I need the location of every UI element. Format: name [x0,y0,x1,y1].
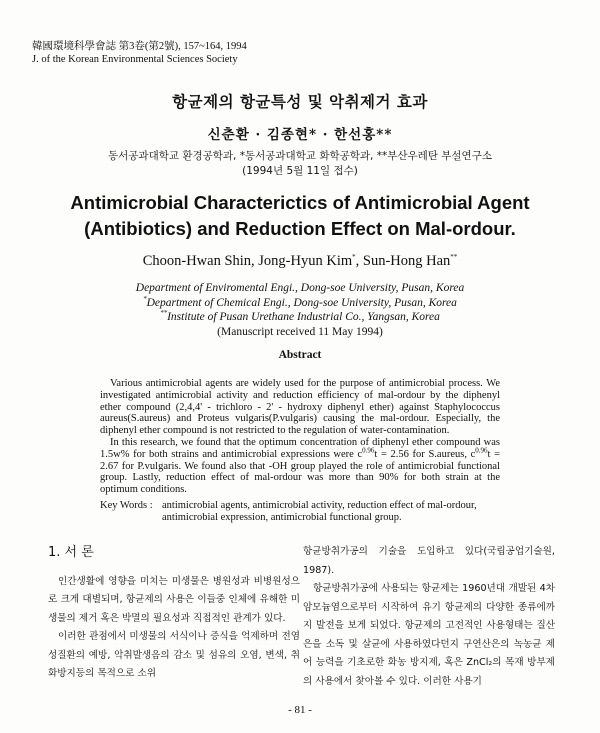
affiliation-line3: **Institute of Pusan Urethane Industrial Co., Yangsan, Korea [160,309,440,323]
body-paragraph: 항균방취가공에 사용되는 항균제는 1960년대 개발된 4차 암모늄염으로부터 시작하여 유기 항균제의 다양한 종류에까지 발전을 보게 되었다. 항균제의 고전적인 사용형태는 질산은을 소독 및 살균에 사용하였다던지 구연산은의 녹농균 제어 능력을 기초로한 화농 방지제, 혹은 ZnCl₂의 목재 방부제의 사용에서 찾아볼 수 있다. 이러한 사용기 [303,583,555,687]
english-authors [0,253,600,270]
body-paragraph: 항균방취가공의 기술을 도입하고 있다(국립공업기술원, 1987). [303,546,555,576]
affiliation-line3-mark: ** [160,309,168,318]
manuscript-received: (Manuscript received 11 May 1994) [217,325,383,338]
journal-citation [32,40,247,66]
keywords-text: antimicrobial agents, antimicrobial activity, reduction effect of mal-ordour, antimicrobial expression, antimicrobial functional group. [162,500,477,523]
korean-authors: 신춘환 · 김종현* · 한선홍** [207,127,393,143]
english-title-line1: Antimicrobial Characterictics of Antimicrobial Agent [70,192,530,213]
affiliation-line2: *Department of Chemical Engi., Dong-soe University, Pusan, Korea [143,294,457,309]
body-column-left [48,543,300,684]
body-paragraph: 이러한 관점에서 미생물의 서식이나 증식을 억제하며 전염성질환의 예방, 악취발생음의 감소 및 섬유의 오염, 변색, 취화방지등의 목적으로 소위 [48,631,300,679]
author-2: , Sun-Hong Han [355,253,451,269]
section-heading: 1. 서 론 [48,545,94,560]
page-number: - 81 - [288,704,312,716]
author-1-mark: * [352,253,356,262]
abstract-paragraph-1: Various antimicrobial agents are widely used for the purpose of antimicrobial process. We investigated antimicrobial activity and reduction efficiency of mal-ordour by the diphenyl ether compound (2,4,4' - trichloro - 2' - hydroxy diphenyl ether) against Staphylococcus aureus(S.aureus) and Proteus vulgaris(P.vulgaris) causing the mal-ordour. Especially, the diphenyl ether compound is not restricted to the regulation of water-contamination. [100,378,500,437]
affiliation-line2-mark: * [143,294,147,303]
body-paragraph: 인간생활에 영향을 미치는 미생물은 병원성과 비병원성으로 크게 대별되며, 항균제의 사용은 이들중 인체에 유해한 미생물의 제거 혹은 박멸의 필요성과 직접적인 관계가 있다. [48,575,300,624]
keywords-label: Key Words : [100,500,153,511]
author-2-mark: ** [450,253,458,262]
english-title-line2: (Antibiotics) and Reduction Effect on Mal-ordour. [84,218,516,239]
keywords [100,500,500,524]
korean-affiliation [0,149,600,179]
korean-received-date: (1994년 5월 11일 접수) [242,165,358,177]
body-column-right [303,543,555,691]
abstract-paragraph-2: In this research, we found that the optimum concentration of diphenyl ether compound was 1.5w% for both strains and antimicrobial expressions were $c^{0.96}t = 2.56$ for S.aureus, $c^{0.96}t = 2.67$ for P.vulgaris. We found also that -OH group played the role of antimicrobial functional group. Lastly, reduction effect of mal-ordour was more than 90% for both strain at the optimum conditions. [100,436,500,496]
author-1: Choon-Hwan Shin, Jong-Hyun Kim [142,253,353,269]
korean-affiliation-line: 동서공과대학교 환경공학과, *동서공과대학교 화학공학과, **부산우레탄 부설연구소 [108,150,492,162]
korean-title: 항균제의 항균특성 및 악취제거 효과 [172,93,428,111]
affiliation-line1: Department of Enviromental Engi., Dong-soe University, Pusan, Korea [135,282,465,294]
english-affiliation [0,281,600,339]
journal-citation-korean: 韓國環境科學會誌 第3卷(第2號), 157~164, 1994 [32,41,247,52]
journal-citation-english: J. of the Korean Environmental Sciences Society [32,54,238,65]
english-title [0,190,600,242]
abstract-heading: Abstract [278,349,322,361]
abstract-body [100,378,500,496]
